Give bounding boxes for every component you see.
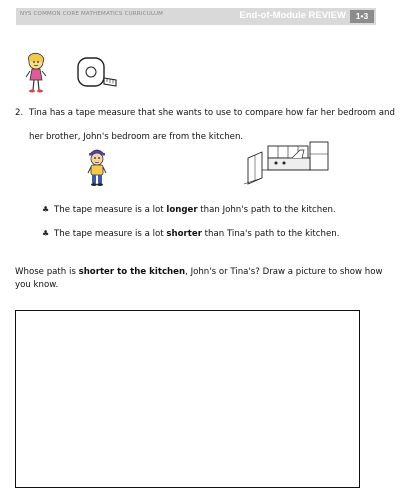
question-number: 2. <box>15 108 24 118</box>
bullet-1-text-end: than John's path to the kitchen. <box>197 205 336 215</box>
bullet-2-text <box>54 228 339 240</box>
drawing-answer-box[interactable] <box>15 310 360 488</box>
prompt-line-2: you know. <box>15 280 59 290</box>
bullet-1-text-start: The tape measure is a lot <box>54 205 167 215</box>
bullet-2-symbol: ♣ <box>42 229 50 238</box>
prompt-end: , John's or Tina's? Draw a picture to show how <box>185 267 383 277</box>
bullet-2-text-end: than Tina's path to the kitchen. <box>201 229 340 239</box>
tape-measure-icon <box>76 56 118 90</box>
bullet-1-emphasis: longer <box>166 205 198 215</box>
question-line-2: her brother, John's bedroom are from the kitchen. <box>29 132 244 142</box>
module-title: End-of-Module REVIEW <box>239 10 346 21</box>
question-line-1: Tina has a tape measure that she wants to use to compare how far her bedroom and <box>29 108 395 118</box>
bullet-1-symbol: ♣ <box>42 205 50 214</box>
prompt-start: Whose path is <box>15 267 79 277</box>
curriculum-label: NYS COMMON CORE MATHEMATICS CURRICULUM <box>20 11 164 17</box>
bullet-1-text <box>54 204 336 216</box>
girl-illustration-icon <box>24 52 48 94</box>
boy-illustration-icon <box>86 146 108 188</box>
kitchen-illustration-icon <box>240 136 332 186</box>
module-badge: 1•3 <box>350 10 374 23</box>
bullet-2-text-start: The tape measure is a lot <box>54 229 167 239</box>
prompt-emphasis: shorter to the kitchen <box>78 267 186 277</box>
page-header <box>16 8 376 25</box>
prompt-line-1 <box>15 266 383 278</box>
bullet-2-emphasis: shorter <box>166 229 202 239</box>
